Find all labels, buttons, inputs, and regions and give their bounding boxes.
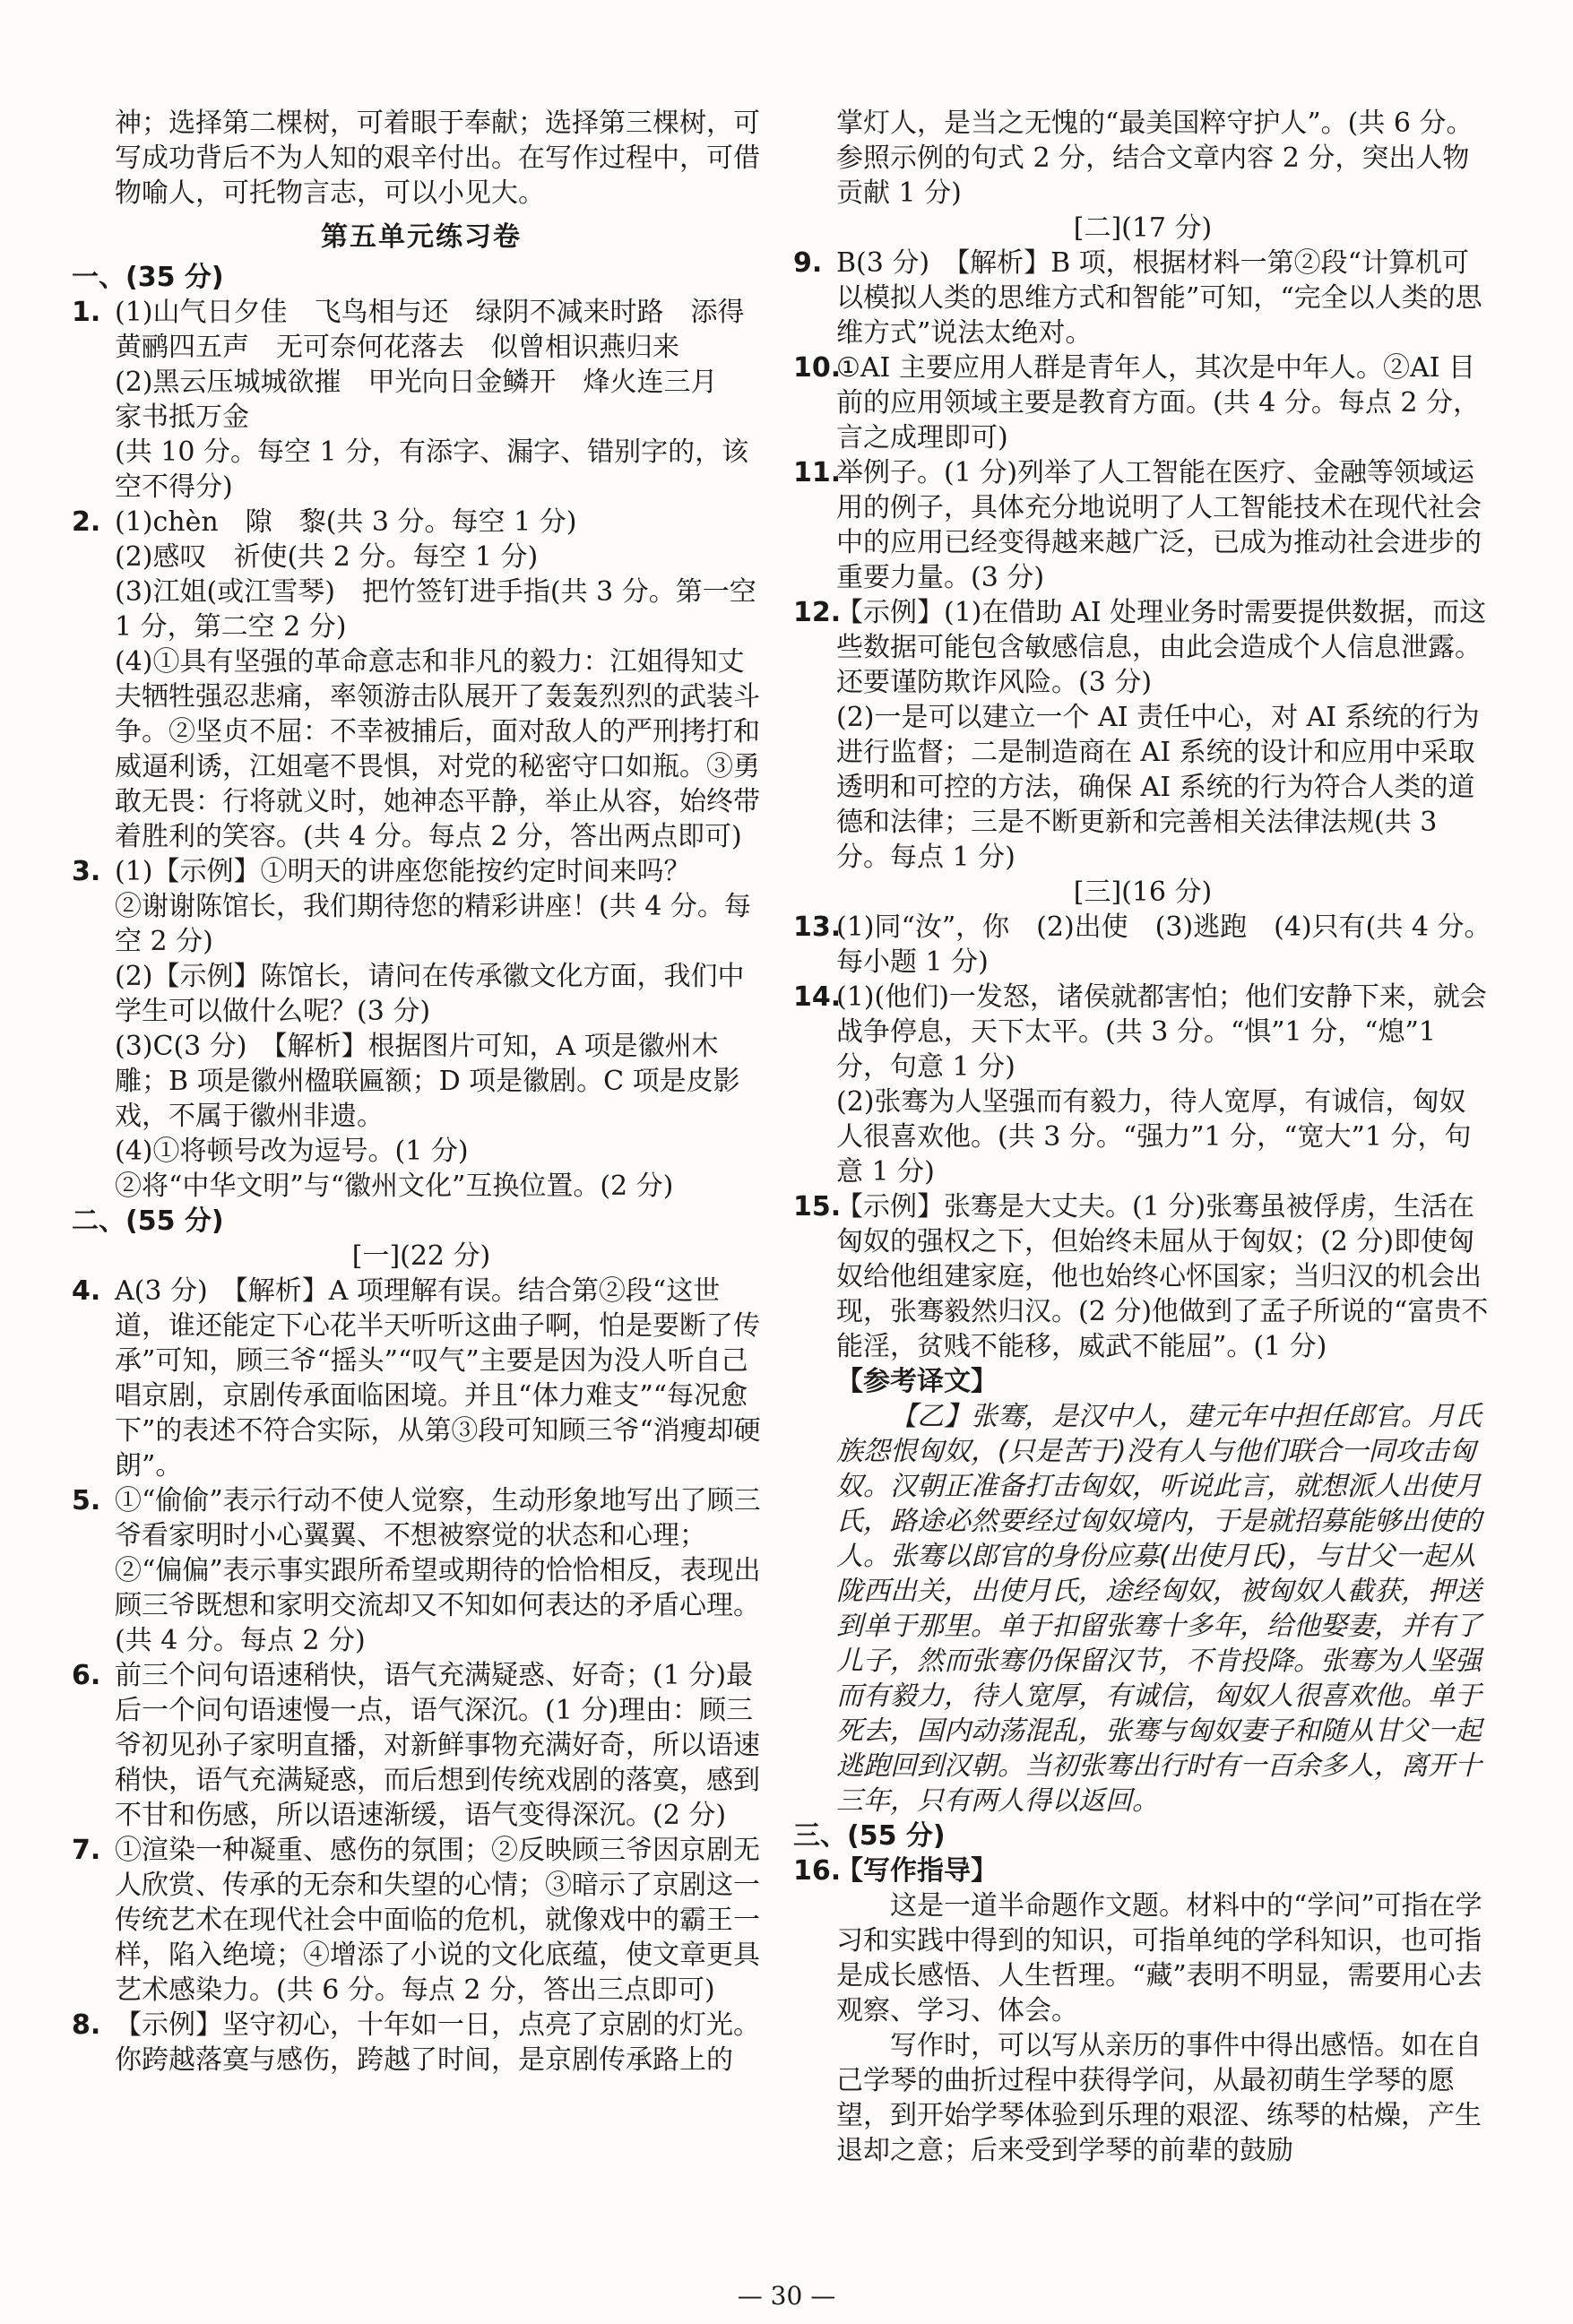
answer-text: 举例子。(1 分)列举了人工智能在医疗、金融等领域运用的例子，具体充分地说明了人工智能技术在现代社会中的应用已经变得越来越广泛，已成为推动社会进步的重要力量。(3 分) <box>836 457 1482 593</box>
question-8-continued: 掌灯人，是当之无愧的“最美国粹守护人”。(共 6 分。参照示例的句式 2 分，结合文章内容 2 分，突出人物贡献 1 分) <box>836 108 1474 209</box>
answer-line: 【示例】(1)在借助 AI 处理业务时需要提供数据，而这些数据可能包含敏感信息，由此会造成个人信息泄露。还要谨防欺诈风险。(3 分) <box>836 597 1487 698</box>
question-1 <box>72 295 771 505</box>
question-number: 16. <box>793 1855 842 1887</box>
question-number: 2. <box>72 506 101 538</box>
subsection-3-heading: [三](16 分) <box>1073 877 1213 908</box>
question-9 <box>793 246 1492 350</box>
answer-text: ①AI 主要应用人群是青年人，其次是中年人。②AI 目前的应用领域主要是教育方面。(共 4 分。每点 2 分，言之成理即可) <box>836 352 1481 454</box>
section-2-heading: 二、(55 分) <box>72 1205 224 1237</box>
question-13 <box>793 910 1492 980</box>
answer-line: (3)C(3 分) 【解析】根据图片可知，A 项是徽州木雕；B 项是徽州楹联匾额；D 项是徽剧。C 项是皮影戏，不属于徽州非遗。 <box>115 1031 740 1132</box>
question-8 <box>72 2008 771 2078</box>
question-2 <box>72 505 771 854</box>
question-number: 11. <box>793 457 842 488</box>
question-3 <box>72 854 771 1204</box>
question-number: 6. <box>72 1660 101 1691</box>
question-5 <box>72 1483 771 1658</box>
question-10 <box>793 350 1492 455</box>
question-16 <box>793 1853 1492 1888</box>
subsection-2-heading: [二](17 分) <box>1073 212 1213 244</box>
answer-line: (共 10 分。每空 1 分，有添字、漏字、错别字的，该空不得分) <box>115 436 749 503</box>
answer-text: 【示例】张骞是大丈夫。(1 分)张骞虽被俘虏，生活在匈奴的强权之下，但始终未屈从于匈奴；(2 分)即使匈奴给他组建家庭，他也始终心怀国家；当归汉的机会出现，张骞毅然归汉。(2 分)他做到了孟子所说的“富贵不能淫，贫贱不能移，威武不能屈”。(1 分) <box>836 1191 1489 1362</box>
answer-line: (1)【示例】①明天的讲座您能按约定时间来吗？ <box>115 856 691 887</box>
answer-text: ①“偷偷”表示行动不使人觉察，生动形象地写出了顾三爷看家明时小心翼翼、不想被察觉的状态和心理；②“偏偏”表示事实跟所希望或期待的恰恰相反，表现出顾三爷既想和家明交流却又不知如何表达的矛盾心理。(共 4 分。每点 2 分) <box>115 1485 761 1656</box>
answer-text: 前三个问句语速稍快，语气充满疑惑、好奇；(1 分)最后一个问句语速慢一点，语气深沉。(1 分)理由：顾三爷初见孙子家明直播，对新鲜事物充满好奇，所以语速稍快，语气充满疑惑，而后想到传统戏剧的落寞，感到不甘和伤感，所以语速渐缓，语气变得深沉。(2 分) <box>115 1660 760 1831</box>
question-15 <box>793 1189 1492 1364</box>
reference-translation-text: 【乙】张骞，是汉中人，建元年中担任郎官。月氏族怨恨匈奴，(只是苦于)没有人与他们联合一同攻击匈奴。汉朝正准备打击匈奴，听说此言，就想派人出使月氏，路途必然要经过匈奴境内，于是就招募能够出使的人。张骞以郎官的身份应募(出使月氏)，与甘父一起从陇西出关，出使月氏，途经匈奴，被匈奴人截获，押送到单于那里。单于扣留张骞十多年，给他娶妻，并有了儿子，然而张骞仍保留汉节，不肯投降。张骞为人坚强而有毅力，待人宽厚，有诚信，匈奴人很喜欢他。单于死去，国内动荡混乱，张骞与匈奴妻子和随从甘父一起逃跑回到汉朝。当初张骞出行时有一百余多人，离开十三年，只有两人得以返回。 <box>836 1401 1482 1817</box>
answer-text: ①渲染一种凝重、感伤的氛围；②反映顾三爷因京剧无人欣赏、传承的无奈和失望的心情；③暗示了京剧这一传统艺术在现代社会中面临的危机，就像戏中的霸王一样，陷入绝境；④增添了小说的文化底蕴，使文章更具艺术感染力。(共 6 分。每点 2 分，答出三点即可) <box>115 1835 760 2006</box>
answer-text: 【示例】坚守初心，十年如一日，点亮了京剧的灯光。你跨越落寞与感伤，跨越了时间，是京剧传承路上的 <box>115 2009 760 2076</box>
question-number: 13. <box>793 911 842 943</box>
question-4 <box>72 1274 771 1483</box>
question-11 <box>793 455 1492 595</box>
unit-title: 第五单元练习卷 <box>321 221 522 253</box>
left-column <box>72 106 771 2078</box>
question-14 <box>793 980 1492 1189</box>
intro-paragraph: 神；选择第二棵树，可着眼于奉献；选择第三棵树，可写成功背后不为人知的艰辛付出。在写作过程中，可借物喻人，可托物言志，可以小见大。 <box>115 108 760 209</box>
answer-line: (2)黑云压城城欲摧 甲光向日金鳞开 烽火连三月 家书抵万金 <box>115 367 745 433</box>
question-number: 1. <box>72 297 101 328</box>
answer-line: (4)①将顿号改为逗号。(1 分) <box>115 1136 469 1167</box>
reference-translation-heading: 【参考译文】 <box>836 1366 998 1397</box>
answer-line: ②谢谢陈馆长，我们期待您的精彩讲座！(共 4 分。每空 2 分) <box>115 891 751 957</box>
question-number: 14. <box>793 981 842 1013</box>
answer-text: (1)同“汝”，你 (2)出使 (3)逃跑 (4)只有(共 4 分。每小题 1 分) <box>836 911 1491 978</box>
writing-guide-paragraph-1: 这是一道半命题作文题。材料中的“学问”可指在学习和实践中得到的知识，可指单纯的学科知识，也可指是成长感悟、人生哲理。“藏”表明不明显，需要用心去观察、学习、体会。 <box>836 1890 1482 2026</box>
question-number: 7. <box>72 1835 101 1866</box>
answer-line: (1)(他们)一发怒，诸侯就都害怕；他们安静下来，就会战争停息，天下太平。(共 3 分。“惧”1 分，“熄”1 分，句意 1 分) <box>836 981 1487 1083</box>
right-column <box>793 106 1492 2168</box>
section-1-heading: 一、(35 分) <box>72 262 224 293</box>
answer-line: (1)chèn 隙 黎(共 3 分。每空 1 分) <box>115 506 577 538</box>
question-number: 10. <box>793 352 842 384</box>
answer-line: ②将“中华文明”与“徽州文化”互换位置。(2 分) <box>115 1171 674 1202</box>
question-7 <box>72 1833 771 2008</box>
subsection-1-heading: [一](22 分) <box>351 1240 491 1272</box>
answer-line: (1)山气日夕佳 飞鸟相与还 绿阴不减来时路 添得黄鹂四五声 无可奈何花落去 似曾相识燕归来 <box>115 297 745 363</box>
question-number: 12. <box>793 597 842 628</box>
question-6 <box>72 1658 771 1833</box>
question-number: 9. <box>793 247 823 279</box>
answer-line: (2)一是可以建立一个 AI 责任中心，对 AI 系统的行为进行监督；二是制造商在 AI 系统的设计和应用中采取透明和可控的方法，确保 AI 系统的行为符合人类的道德和法律；三是不断更新和完善相关法律法规(共 3 分。每点 1 分) <box>836 702 1480 873</box>
writing-guide-paragraph-2: 写作时，可以写从亲历的事件中得出感悟。如在自己学琴的曲折过程中获得学问，从最初萌生学琴的愿望，到开始学琴体验到乐理的艰涩、练琴的枯燥，产生退却之意；后来受到学琴的前辈的鼓励 <box>836 2030 1482 2166</box>
question-number: 4. <box>72 1275 101 1307</box>
question-12 <box>793 595 1492 875</box>
writing-guide-tag: 【写作指导】 <box>836 1855 998 1887</box>
section-3-heading: 三、(55 分) <box>793 1820 946 1852</box>
answer-line: (3)江姐(或江雪琴) 把竹签钉进手指(共 3 分。第一空 1 分，第二空 2 分) <box>115 576 756 643</box>
answer-line: (2)张骞为人坚强而有毅力，待人宽厚，有诚信，匈奴人很喜欢他。(共 3 分。“强力”1 分，“宽大”1 分，句意 1 分) <box>836 1086 1472 1188</box>
question-number: 5. <box>72 1485 101 1516</box>
answer-text: A(3 分) 【解析】A 项理解有误。结合第②段“这世道，谁还能定下心花半天听听这曲子啊，怕是要断了传承”可知，顾三爷“摇头”“叹气”主要是因为没人听自己唱京剧，京剧传承面临困境。并且“体力难支”“每况愈下”的表述不符合实际，从第③段可知顾三爷“消瘦却硬朗”。 <box>115 1275 761 1482</box>
answer-line: (2)【示例】陈馆长，请问在传承徽文化方面，我们中学生可以做什么呢？(3 分) <box>115 961 745 1027</box>
question-number: 8. <box>72 2009 101 2041</box>
question-number: 15. <box>793 1191 842 1222</box>
answer-text: B(3 分) 【解析】B 项，根据材料一第②段“计算机可以模拟人类的思维方式和智能”可知，“完全以人类的思维方式”说法太绝对。 <box>836 247 1482 349</box>
page-number: — 30 — <box>737 2281 836 2311</box>
answer-line: (2)感叹 祈使(共 2 分。每空 1 分) <box>115 541 539 573</box>
answer-line: (4)①具有坚强的革命意志和非凡的毅力：江姐得知丈夫牺牲强忍悲痛，率领游击队展开了轰轰烈烈的武装斗争。②坚贞不屈：不幸被捕后，面对敌人的严刑拷打和威逼利诱，江姐毫不畏惧，对党的秘密守口如瓶。③勇敢无畏：行将就义时，她神态平静，举止从容，始终带着胜利的笑容。(共 4 分。每点 2 分，答出两点即可) <box>115 646 760 852</box>
question-number: 3. <box>72 856 101 887</box>
